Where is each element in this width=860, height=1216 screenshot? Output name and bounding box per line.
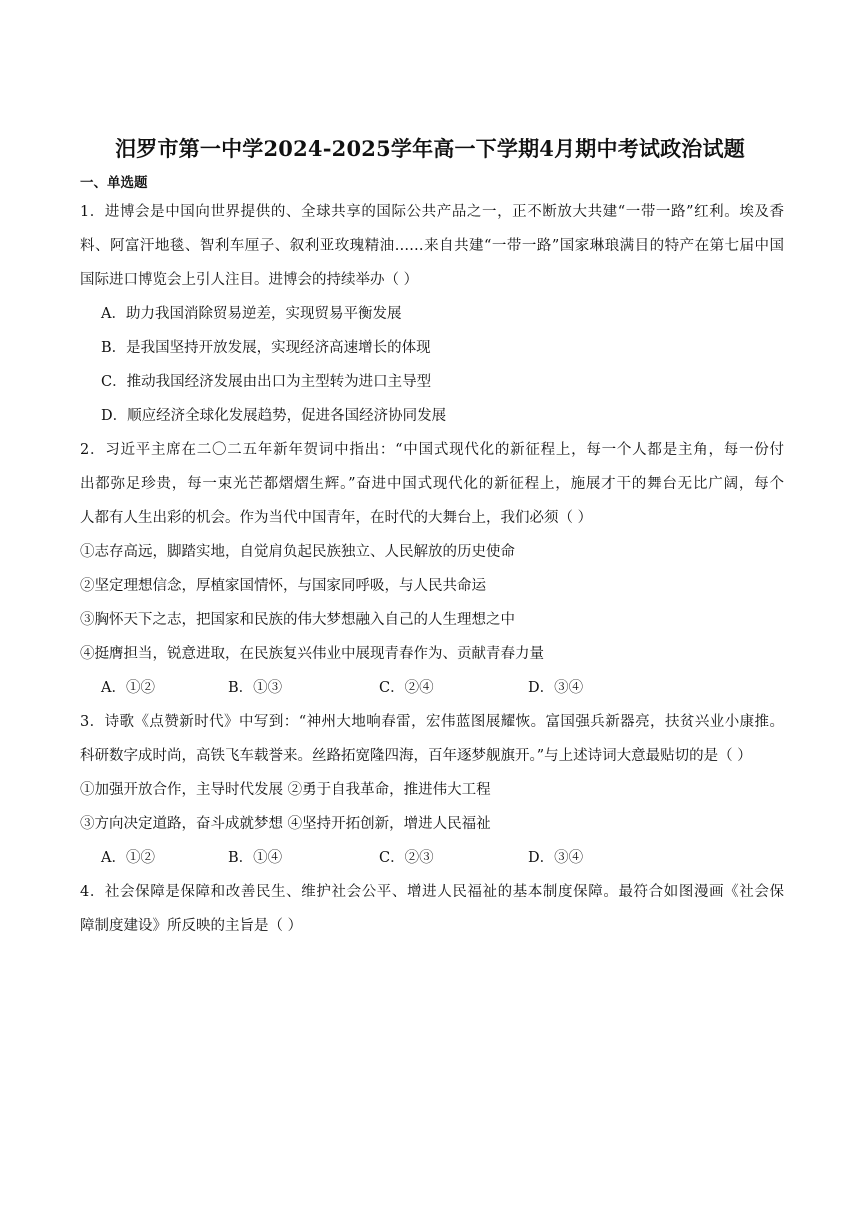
q3-stem-line-1: 3．诗歌《点赞新时代》中写到：“神州大地响春雷，宏伟蓝图展耀恢。富国强兵新器亮，扶贫兴业小康推。 — [80, 714, 784, 730]
q1-option-b: B．是我国坚持开放发展，实现经济高速增长的体现 — [101, 340, 431, 356]
q2-item-1: ①志存高远，脚踏实地，自觉肩负起民族独立、人民解放的历史使命 — [80, 544, 515, 560]
q1-option-d: D．顺应经济全球化发展趋势，促进各国经济协同发展 — [101, 408, 447, 424]
q2-stem-line-1: 2．习近平主席在二〇二五年新年贺词中指出：“中国式现代化的新征程上，每一个人都是主角，每一份付 — [80, 442, 784, 458]
q3-item-row-1: ①加强开放合作，主导时代发展 ②勇于自我革命，推进伟大工程 — [80, 782, 491, 798]
q4-stem-line-2: 障制度建设》所反映的主旨是（ ） — [80, 918, 303, 934]
q2-item-4: ④挺膺担当，锐意进取，在民族复兴伟业中展现青春作为、贡献青春力量 — [80, 646, 544, 662]
section-heading: 一、单选题 — [80, 175, 148, 191]
q1-option-c: C．推动我国经济发展由出口为主型转为进口主导型 — [101, 374, 432, 390]
q3-item-row-2: ③方向决定道路，奋斗成就梦想 ④坚持开拓创新，增进人民福祉 — [80, 816, 491, 832]
q3-option-a: A．①② — [101, 850, 155, 866]
q3-option-d: D．③④ — [528, 850, 584, 866]
q3-stem-line-2: 科研数字成时尚，高铁飞车载誉来。丝路拓宽隆四海，百年逐梦舰旗开。”与上述诗词大意最贴切的是（ ） — [80, 748, 752, 764]
q2-option-a: A．①② — [101, 680, 155, 696]
q1-stem-line-1: 1．进博会是中国向世界提供的、全球共享的国际公共产品之一，正不断放大共建“一带一路”红利。埃及香 — [80, 204, 784, 220]
q1-stem-line-3: 国际进口博览会上引人注目。进博会的持续举办（ ） — [80, 272, 419, 288]
q2-item-2: ②坚定理想信念，厚植家国情怀，与国家同呼吸，与人民共命运 — [80, 578, 486, 594]
q2-stem-line-2: 出都弥足珍贵，每一束光芒都熠熠生辉。”奋进中国式现代化的新征程上，施展才干的舞台无比广阔，每个 — [80, 476, 784, 492]
q4-stem-line-1: 4．社会保障是保障和改善民生、维护社会公平、增进人民福祉的基本制度保障。最符合如图漫画《社会保 — [80, 884, 784, 900]
q2-option-d: D．③④ — [528, 680, 584, 696]
q3-option-c: C．②③ — [379, 850, 434, 866]
q3-option-b: B．①④ — [228, 850, 283, 866]
q1-stem-line-2: 料、阿富汗地毯、智利车厘子、叙利亚玫瑰精油……来自共建“一带一路”国家琳琅满目的特产在第七届中国 — [80, 238, 784, 254]
q2-item-3: ③胸怀天下之志，把国家和民族的伟大梦想融入自己的人生理想之中 — [80, 612, 515, 628]
q2-option-b: B．①③ — [228, 680, 283, 696]
q2-stem-line-3: 人都有人生出彩的机会。作为当代中国青年，在时代的大舞台上，我们必须（ ） — [80, 510, 593, 526]
exam-title: 汨罗市第一中学2024-2025学年高一下学期4月期中考试政治试题 — [115, 136, 745, 161]
q1-option-a: A．助力我国消除贸易逆差，实现贸易平衡发展 — [101, 306, 402, 322]
q2-option-c: C．②④ — [379, 680, 434, 696]
